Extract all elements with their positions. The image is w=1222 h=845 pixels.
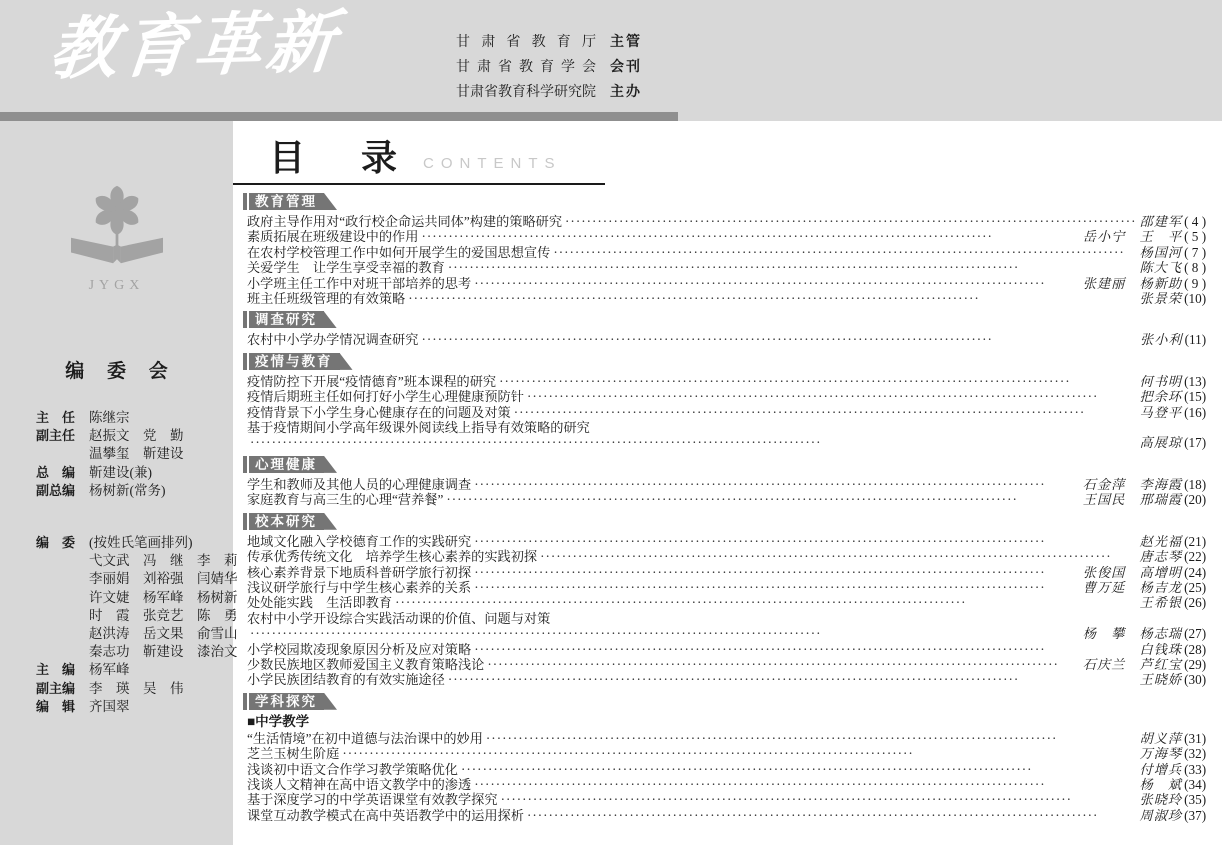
board-row xyxy=(36,409,233,427)
section-badge-label: 校本研究 xyxy=(249,513,324,530)
toc-item xyxy=(247,565,1206,580)
board-role-label: 编 辑 xyxy=(36,698,76,714)
toc-item-title: 传承优秀传统文化 培养学生核心素养的实践初探 xyxy=(247,549,538,565)
dot-leader xyxy=(527,808,1137,823)
toc-item-title: 浅谈人文精神在高中语文教学中的渗透 xyxy=(247,776,472,792)
toc-item-page: (26) xyxy=(1184,595,1207,611)
toc-item-title: 素质拓展在班级建设中的作用 xyxy=(247,229,419,245)
toc-item-authors: 张建丽 杨新助 xyxy=(1082,275,1183,291)
toc-item-authors: 张小利 xyxy=(1140,332,1183,348)
toc-item-authors: 杨 攀 杨志瑞 xyxy=(1082,626,1183,642)
dot-leader xyxy=(565,214,1137,229)
board-row xyxy=(36,680,233,698)
toc-item-page: ( 7 ) xyxy=(1184,244,1207,260)
board-member-names: 齐国翠 xyxy=(89,698,130,714)
board-role-label xyxy=(36,552,80,570)
toc-item-authors: 张景荣 xyxy=(1139,291,1183,307)
toc-item-authors: 何书明 xyxy=(1139,373,1183,389)
journal-logo xyxy=(0,181,233,294)
publisher-row xyxy=(456,78,642,103)
toc-item-title: 浅谈初中语文合作学习教学策略优化 xyxy=(247,761,458,777)
toc-title-en: CONTENTS xyxy=(423,155,562,172)
toc-item-page: (15) xyxy=(1184,389,1207,405)
toc-item-page: (34) xyxy=(1184,776,1207,792)
flower-book-logo-icon xyxy=(58,181,176,273)
board-member-names: 李丽娟 刘裕强 闫婧华 xyxy=(89,571,238,587)
toc-item-title: 家庭教育与高三生的心理“营养餐” xyxy=(247,492,444,508)
toc-item-page: (18) xyxy=(1184,476,1207,492)
toc-item-title: 芝兰玉树生阶庭 xyxy=(247,746,340,762)
dot-leader xyxy=(250,435,1137,450)
toc-item-page: (17) xyxy=(1184,435,1207,451)
toc-item-authors: 王国民 邢瑞霞 xyxy=(1082,492,1183,508)
board-row xyxy=(36,643,238,661)
toc-item xyxy=(247,214,1206,229)
publisher-block xyxy=(456,28,642,103)
toc-item-page: (25) xyxy=(1184,579,1207,595)
toc-item-authors: 张俊国 高增明 xyxy=(1082,564,1183,580)
board-row xyxy=(36,427,233,445)
toc-item-page: (20) xyxy=(1184,492,1207,508)
dot-leader xyxy=(395,595,1136,610)
badge-left-bar-icon xyxy=(243,353,247,370)
toc-sections xyxy=(247,193,1206,823)
toc-title-cn: 目 录 xyxy=(269,138,408,178)
badge-tail-icon xyxy=(340,353,353,370)
toc-item xyxy=(247,580,1206,595)
toc-item xyxy=(247,777,1206,792)
toc-item-page: (35) xyxy=(1184,792,1207,808)
toc-item xyxy=(247,792,1206,807)
badge-tail-icon xyxy=(324,311,337,328)
section-badge xyxy=(243,513,1206,530)
publisher-role: 会刊 xyxy=(610,59,642,75)
toc-item xyxy=(247,746,1206,761)
toc-item-page: (10) xyxy=(1184,291,1207,307)
publisher-row xyxy=(456,28,642,53)
toc-item-authors: 马登平 xyxy=(1139,404,1183,420)
board-role-label: 编 委 xyxy=(36,535,76,551)
section-badge-label: 学科探究 xyxy=(249,693,324,710)
board-member-names: 杨军峰 xyxy=(89,662,130,678)
logo-acronym: JYGX xyxy=(88,278,145,293)
toc-item-page: (24) xyxy=(1184,564,1207,580)
board-role-label: 副主编 xyxy=(36,680,76,696)
badge-left-bar-icon xyxy=(243,693,247,710)
board-role-label xyxy=(36,625,80,643)
badge-tail-icon xyxy=(324,513,337,530)
editorial-board-list xyxy=(36,409,238,716)
section-badge-label: 教育管理 xyxy=(249,193,324,210)
toc-item-page: (27) xyxy=(1184,626,1207,642)
toc-item-title: 疫情后期班主任如何打好小学生心理健康预防针 xyxy=(247,389,524,405)
toc-item-authors: 张晓玲 xyxy=(1139,792,1183,808)
board-row xyxy=(36,445,233,463)
toc-item-authors: 王晓娇 xyxy=(1139,672,1183,688)
publisher-role: 主办 xyxy=(610,84,642,100)
dot-leader xyxy=(448,260,1137,275)
toc-item-title: 处处能实践 生活即教育 xyxy=(247,595,393,611)
board-role-label xyxy=(36,607,80,625)
dot-leader xyxy=(408,291,1136,306)
toc-item xyxy=(247,260,1206,275)
toc-item-authors: 岳小宁 王 平 xyxy=(1082,229,1183,245)
toc-item-authors: 杨 斌 xyxy=(1139,776,1183,792)
publisher-org: 甘肃省教育学会 xyxy=(456,59,596,75)
board-role-label xyxy=(36,445,80,463)
board-row xyxy=(36,589,238,607)
sidebar xyxy=(0,121,238,845)
toc-item-title: 农村中小学开设综合实践活动课的价值、问题与对策 xyxy=(247,610,551,626)
board-member-names: 秦志功 靳建设 漆治文 xyxy=(89,644,238,660)
toc-panel xyxy=(233,121,1222,845)
toc-item xyxy=(247,374,1206,389)
toc-item-continuation xyxy=(247,435,1206,450)
badge-left-bar-icon xyxy=(243,193,247,210)
toc-item xyxy=(247,276,1206,291)
toc-item-title: “生活情境”在初中道德与法治课中的妙用 xyxy=(247,730,483,746)
dot-leader xyxy=(421,229,1079,244)
toc-item-page: (22) xyxy=(1184,549,1207,565)
dot-leader xyxy=(474,477,1080,492)
toc-item-page: (31) xyxy=(1184,730,1207,746)
publisher-role: 主管 xyxy=(610,34,642,50)
toc-item-title: 学生和教师及其他人员的心理健康调查 xyxy=(247,476,472,492)
badge-tail-icon xyxy=(324,693,337,710)
toc-item xyxy=(247,762,1206,777)
dot-leader xyxy=(474,777,1136,792)
toc-item-authors: 周淑珍 xyxy=(1139,807,1183,823)
section-badge xyxy=(243,693,1206,710)
toc-item-authors: 王希银 xyxy=(1139,595,1183,611)
toc-item-authors: 高展琼 xyxy=(1139,435,1183,451)
toc-item-continuation xyxy=(247,626,1206,641)
publisher-org: 甘肃省教育科学研究院 xyxy=(456,84,596,100)
toc-header xyxy=(269,133,1206,179)
toc-item xyxy=(247,808,1206,823)
toc-subsection-heading: ■中学教学 xyxy=(247,713,310,729)
board-row xyxy=(36,607,238,625)
badge-tail-icon xyxy=(324,193,337,210)
board-row xyxy=(36,661,233,679)
board-role-label xyxy=(36,643,80,661)
toc-item-title: 关爱学生 让学生享受幸福的教育 xyxy=(247,260,445,276)
board-member-names: 靳建设(兼) xyxy=(89,464,152,480)
board-row xyxy=(36,534,233,552)
badge-tail-icon xyxy=(324,456,337,473)
toc-item-authors: 胡义萍 xyxy=(1139,730,1183,746)
toc-item-authors: 万海琴 xyxy=(1139,746,1183,762)
toc-item-title: 班主任班级管理的有效策略 xyxy=(247,291,406,307)
dot-leader xyxy=(421,332,1137,347)
toc-item-title: 小学民族团结教育的有效实施途径 xyxy=(247,672,445,688)
board-row xyxy=(36,482,233,500)
toc-item-page: (29) xyxy=(1184,656,1207,672)
board-spacer xyxy=(36,500,233,534)
toc-item-title: 基于深度学习的中学英语课堂有效教学探究 xyxy=(247,792,498,808)
toc-item-page: ( 9 ) xyxy=(1184,275,1207,291)
dot-leader xyxy=(540,549,1136,564)
toc-item-authors: 石庆兰 芦红宝 xyxy=(1082,656,1183,672)
board-row xyxy=(36,464,233,482)
dot-leader xyxy=(553,245,1136,260)
section-badge xyxy=(243,193,1206,210)
editorial-board-title: 编 委 会 xyxy=(65,361,177,382)
toc-item-page: ( 4 ) xyxy=(1184,214,1207,229)
board-member-names: 许文婕 杨军峰 杨树新 xyxy=(89,589,238,605)
toc-item-page: (13) xyxy=(1184,373,1207,389)
toc-item-page: (21) xyxy=(1184,533,1207,549)
toc-item xyxy=(247,595,1206,610)
dot-leader xyxy=(461,762,1137,777)
toc-item-page: (30) xyxy=(1184,672,1207,688)
board-row xyxy=(36,552,238,570)
toc-item-page: (16) xyxy=(1184,404,1207,420)
dot-leader xyxy=(474,580,1080,595)
toc-item xyxy=(247,291,1206,306)
board-member-names: 杨树新(常务) xyxy=(89,482,166,498)
section-badge-label: 疫情与教育 xyxy=(249,353,340,370)
toc-item-page: (33) xyxy=(1184,761,1207,777)
toc-item-authors: 曹万延 杨吉龙 xyxy=(1082,579,1183,595)
toc-item xyxy=(247,389,1206,404)
toc-item xyxy=(247,534,1206,549)
dot-leader xyxy=(448,672,1137,687)
board-member-names: 弋文武 冯 继 李 莉 xyxy=(89,553,238,569)
dot-leader xyxy=(486,731,1137,746)
dot-leader xyxy=(474,642,1136,657)
toc-title-rule xyxy=(233,183,605,185)
toc-item-title: 基于疫情期间小学高年级课外阅读线上指导有效策略的研究 xyxy=(247,420,590,436)
section-badge xyxy=(243,456,1206,473)
toc-item-title: 少数民族地区教师爱国主义教育策略浅论 xyxy=(247,656,485,672)
toc-item xyxy=(247,229,1206,244)
toc-item xyxy=(247,642,1206,657)
toc-item-authors: 白钱珠 xyxy=(1139,641,1183,657)
magazine-title-calligraphy: 教育革新 xyxy=(45,2,343,90)
toc-item-title: 课堂互动教学模式在高中英语教学中的运用探析 xyxy=(247,807,524,823)
section-badge-label: 调查研究 xyxy=(249,311,324,328)
badge-left-bar-icon xyxy=(243,513,247,530)
masthead-divider-bar xyxy=(0,112,678,121)
toc-item xyxy=(247,657,1206,672)
section-badge-label: 心理健康 xyxy=(249,456,324,473)
masthead xyxy=(0,0,678,112)
board-member-names: 温攀玺 靳建设 xyxy=(89,446,184,462)
dot-leader xyxy=(501,792,1137,807)
toc-item-authors: 邵建军 xyxy=(1139,214,1183,229)
toc-item-title: 核心素养背景下地质科普研学旅行初探 xyxy=(247,564,472,580)
toc-item xyxy=(247,332,1206,347)
dot-leader xyxy=(527,389,1137,404)
board-row xyxy=(36,570,238,588)
board-member-names: 赵振文 党 勤 xyxy=(89,428,184,444)
dot-leader xyxy=(514,405,1137,420)
section-badge xyxy=(243,311,1206,328)
board-member-names: 陈继宗 xyxy=(89,410,130,425)
toc-item-title: 疫情防控下开展“疫情德育”班本课程的研究 xyxy=(247,373,497,389)
board-role-label xyxy=(36,570,80,588)
toc-item-page: (11) xyxy=(1184,332,1207,348)
dot-leader xyxy=(499,374,1136,389)
toc-item-page: (28) xyxy=(1184,641,1207,657)
toc-item-page: (32) xyxy=(1184,746,1207,762)
dot-leader xyxy=(487,657,1079,672)
dot-leader xyxy=(474,276,1080,291)
toc-item xyxy=(247,245,1206,260)
publisher-org: 甘肃省教育厅 xyxy=(456,34,596,50)
toc-item-title: 小学班主任工作中对班干部培养的思考 xyxy=(247,275,472,291)
board-member-names: 李 瑛 吴 伟 xyxy=(89,680,184,696)
board-role-label: 主 任 xyxy=(36,410,76,425)
board-role-label: 主 编 xyxy=(36,662,76,678)
toc-item xyxy=(247,549,1206,564)
toc-item-title: 地域文化融入学校德育工作的实践研究 xyxy=(247,533,472,549)
board-member-names: 赵洪涛 岳文果 俞雪山 xyxy=(89,626,238,642)
page-body xyxy=(0,121,1207,845)
toc-item-title: 在农村学校管理工作中如何开展学生的爱国思想宣传 xyxy=(247,244,551,260)
toc-item-page: ( 8 ) xyxy=(1184,260,1207,276)
dot-leader xyxy=(474,534,1136,549)
badge-left-bar-icon xyxy=(243,311,247,328)
toc-item-authors: 杨国河 xyxy=(1139,244,1183,260)
toc-item-page: (37) xyxy=(1184,807,1207,823)
board-member-names: 时 霞 张竞艺 陈 勇 xyxy=(89,607,238,623)
toc-item-authors: 陈大飞 xyxy=(1139,260,1183,276)
board-row xyxy=(36,625,238,643)
toc-item xyxy=(247,672,1206,687)
board-member-names: (按姓氏笔画排列) xyxy=(89,535,193,551)
toc-item-authors: 赵光福 xyxy=(1139,533,1183,549)
toc-item-title: 疫情背景下小学生身心健康存在的问题及对策 xyxy=(247,404,511,420)
toc-item xyxy=(247,405,1206,420)
toc-item-title: 小学校园欺凌现象原因分析及应对策略 xyxy=(247,641,472,657)
board-role-label xyxy=(36,589,80,607)
toc-item-authors: 唐志琴 xyxy=(1139,549,1183,565)
toc-item-authors: 把余环 xyxy=(1139,389,1183,405)
badge-left-bar-icon xyxy=(243,456,247,473)
toc-item xyxy=(247,731,1206,746)
toc-item-title: 政府主导作用对“政行校企命运共同体”构建的策略研究 xyxy=(247,214,563,229)
toc-item xyxy=(247,492,1206,507)
dot-leader xyxy=(342,746,1136,761)
board-role-label: 副总编 xyxy=(36,482,76,498)
board-role-label: 总 编 xyxy=(36,464,76,480)
toc-item-page: ( 5 ) xyxy=(1184,229,1207,245)
toc-item-title: 浅议研学旅行与中学生核心素养的关系 xyxy=(247,579,472,595)
toc-item xyxy=(247,477,1206,492)
dot-leader xyxy=(474,565,1080,580)
publisher-row xyxy=(456,53,642,78)
toc-item-title: 农村中小学办学情况调查研究 xyxy=(247,332,419,348)
toc-item-authors: 付增兵 xyxy=(1139,761,1183,777)
board-role-label: 副主任 xyxy=(36,428,76,444)
dot-leader xyxy=(250,626,1080,641)
toc-item-authors: 石金萍 李海霞 xyxy=(1082,476,1183,492)
board-row xyxy=(36,698,233,716)
dot-leader xyxy=(446,492,1079,507)
section-badge xyxy=(243,353,1206,370)
